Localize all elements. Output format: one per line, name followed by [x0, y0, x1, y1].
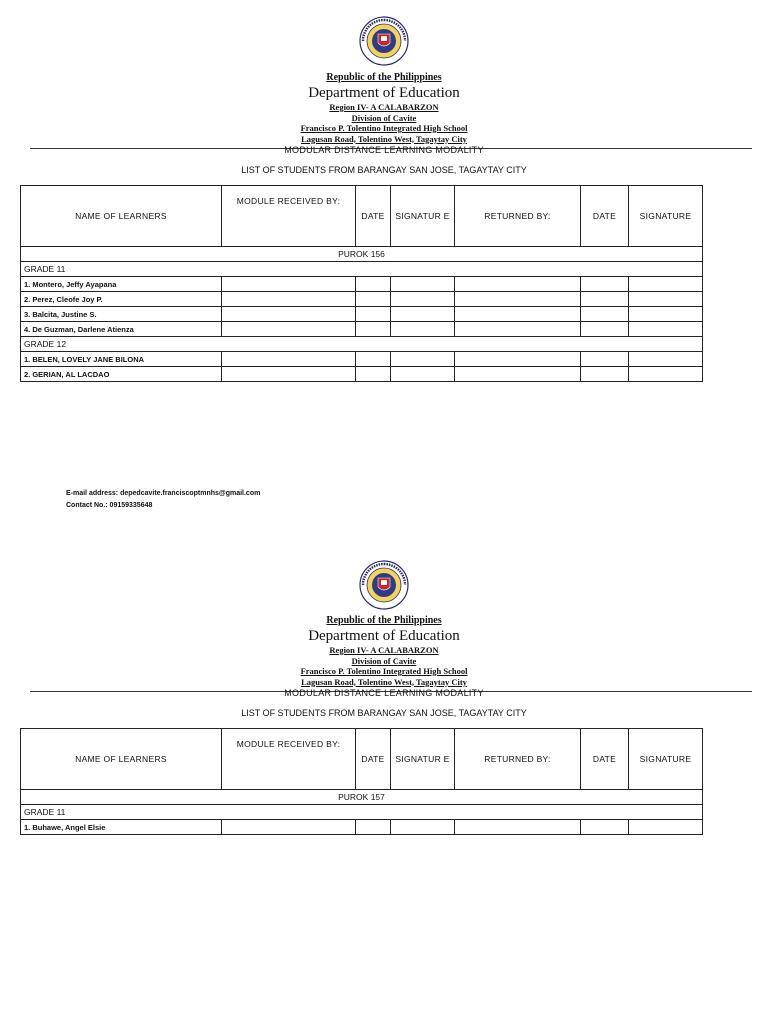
col-name-of-learners: NAME OF LEARNERS: [21, 729, 222, 790]
col-signature: SIGNATUR E: [391, 729, 455, 790]
table-header-row: [21, 729, 703, 790]
learner-name: 1. Montero, Jeffy Ayapana: [21, 277, 222, 292]
division-label: Division of Cavite: [351, 112, 417, 123]
deped-seal-icon: [359, 560, 409, 610]
col-module-received-by: MODULE RECEIVED BY:: [222, 186, 356, 247]
department-title: Department of Education: [308, 628, 460, 644]
letterhead: [0, 615, 768, 687]
col-date-returned: DATE: [581, 729, 629, 790]
republic-label: Republic of the Philippines: [326, 72, 442, 83]
email-address: E-mail address: depedcavite.franciscoptmnhs@gmail.com: [66, 490, 261, 497]
list-title: LIST OF STUDENTS FROM BARANGAY SAN JOSE, TAGAYTAY CITY: [241, 708, 527, 718]
letterhead: [0, 72, 768, 144]
region-label: Region IV- A CALABARZON: [329, 102, 439, 112]
deped-seal-icon: [359, 16, 409, 66]
division-label: Division of Cavite: [351, 655, 417, 666]
col-signature: SIGNATUR E: [391, 186, 455, 247]
school-address: Lagusan Road, Tolentino West, Tagaytay City: [301, 133, 467, 144]
modality-label: MODULAR DISTANCE LEARNING MODALITY: [284, 145, 484, 155]
learner-name: 2. Perez, Cleofe Joy P.: [21, 292, 222, 307]
table-row: [21, 367, 703, 382]
table-row: [21, 277, 703, 292]
list-title: LIST OF STUDENTS FROM BARANGAY SAN JOSE, TAGAYTAY CITY: [241, 165, 527, 175]
table-row: [21, 292, 703, 307]
table-header-row: [21, 186, 703, 247]
col-signature-returned: SIGNATURE: [629, 729, 703, 790]
modality-label: MODULAR DISTANCE LEARNING MODALITY: [284, 688, 484, 698]
region-label: Region IV- A CALABARZON: [329, 645, 439, 655]
learner-name: 1. BELEN, LOVELY JANE BILONA: [21, 352, 222, 367]
table-row: [21, 352, 703, 367]
students-table: [20, 728, 703, 835]
contact-info: [66, 488, 260, 512]
grade-label: GRADE 12: [21, 337, 703, 352]
table-row: [21, 820, 703, 835]
contact-number: Contact No.: 09159335648: [66, 502, 153, 509]
col-signature-returned: SIGNATURE: [629, 186, 703, 247]
school-name: Francisco P. Tolentino Integrated High School: [300, 666, 468, 676]
learner-name: 3. Balcita, Justine S.: [21, 307, 222, 322]
learner-name: 4. De Guzman, Darlene Atienza: [21, 322, 222, 337]
school-address: Lagusan Road, Tolentino West, Tagaytay City: [301, 676, 467, 687]
learner-name: 1. Buhawe, Angel Elsie: [21, 820, 222, 835]
table-row: [21, 307, 703, 322]
col-returned-by: RETURNED BY:: [455, 729, 581, 790]
purok-label: PUROK 156: [21, 247, 703, 262]
table-row: [21, 322, 703, 337]
col-date: DATE: [356, 729, 391, 790]
republic-label: Republic of the Philippines: [326, 615, 442, 626]
students-table: [20, 185, 703, 382]
learner-name: 2. GERIAN, AL LACDAO: [21, 367, 222, 382]
col-name-of-learners: NAME OF LEARNERS: [21, 186, 222, 247]
department-title: Department of Education: [308, 85, 460, 101]
col-date: DATE: [356, 186, 391, 247]
grade-label: GRADE 11: [21, 262, 703, 277]
col-date-returned: DATE: [581, 186, 629, 247]
grade-label: GRADE 11: [21, 805, 703, 820]
school-name: Francisco P. Tolentino Integrated High School: [300, 123, 468, 133]
col-module-received-by: MODULE RECEIVED BY:: [222, 729, 356, 790]
purok-label: PUROK 157: [21, 790, 703, 805]
col-returned-by: RETURNED BY:: [455, 186, 581, 247]
